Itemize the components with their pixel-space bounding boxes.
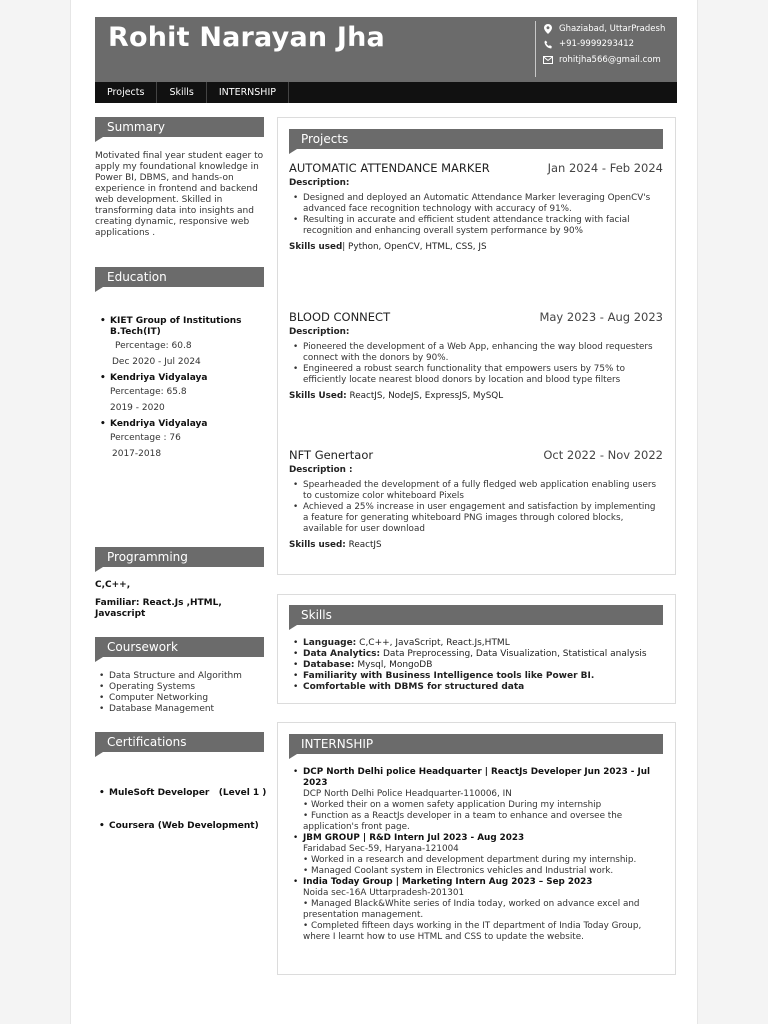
project-title-row: [289, 310, 663, 324]
skill-label: Comfortable with DBMS for structured data: [303, 682, 525, 692]
education-item: [100, 316, 268, 370]
phone-text[interactable]: +91-9999293412: [559, 39, 635, 50]
skill-label: Data Analytics:: [303, 649, 381, 659]
internship-heading: INTERNSHIP: [289, 734, 663, 754]
skill-label: Language:: [303, 638, 357, 648]
internship-title: • JBM GROUP | R&D Intern Jul 2023 - Aug 2023: [303, 833, 525, 843]
skill-item: [289, 638, 669, 649]
internship-line: • Worked in a research and development department during my internship.: [303, 855, 637, 865]
internship-title: • DCP North Delhi police Headquarter | ReactJs Developer Jun 2023 - Jul 2023: [303, 767, 651, 788]
internship-item: [289, 877, 663, 943]
skill-label: Database:: [303, 660, 355, 670]
contact-info: [535, 21, 665, 77]
project-entry: [289, 161, 663, 253]
skill-value: Mysql, MongoDB: [354, 660, 433, 670]
education-heading: Education: [95, 267, 264, 287]
project-name: AUTOMATIC ATTENDANCE MARKER: [289, 161, 490, 175]
programming-languages: C,C++,: [95, 580, 131, 590]
school-name: • KIET Group of Institutions B.Tech(IT): [100, 316, 268, 338]
internship-title: • India Today Group | Marketing Intern Aug 2023 – Sep 2023: [303, 877, 593, 887]
coursework-item: • Operating Systems: [95, 682, 267, 693]
skill-item: [289, 671, 669, 682]
project-skills-label: Skills Used:: [289, 391, 347, 401]
programming-heading: Programming: [95, 547, 264, 567]
project-bullet: • Spearheaded the development of a fully fledged web application enabling users to customize color whiteboard Pixels: [289, 480, 663, 502]
coursework-item: • Data Structure and Algorithm: [95, 671, 267, 682]
coursework-heading: Coursework: [95, 637, 264, 657]
resume-header: [95, 17, 677, 83]
coursework-list: [95, 671, 267, 715]
school-dates: Dec 2020 - Jul 2024: [112, 357, 201, 367]
skill-value: Data Preprocessing, Data Visualization, Statistical analysis: [380, 649, 647, 659]
phone-icon: [542, 40, 554, 49]
project-skills: [289, 391, 663, 402]
location-pin-icon: [542, 24, 554, 34]
mail-icon: [542, 56, 554, 64]
nav-projects[interactable]: Projects: [95, 82, 157, 103]
certifications-heading: Certifications: [95, 732, 264, 752]
skill-item: [289, 660, 669, 671]
project-bullets: [289, 342, 663, 386]
school-name: • Kendriya Vidyalaya: [100, 419, 268, 430]
project-bullet: • Pioneered the development of a Web App, enhancing the way blood requesters connect with the donors by 90%.: [289, 342, 663, 364]
section-nav: [95, 82, 677, 103]
project-skills-label: Skills used: [289, 242, 343, 252]
internship-line: • Managed Coolant system in Electronics vehicles and Industrial work.: [303, 866, 614, 876]
internship-line: • Managed Black&White series of India today, worked on advance excel and presentation management.: [303, 899, 640, 920]
project-bullets: [289, 480, 663, 535]
project-skills-value: ReactJS, NodeJS, ExpressJS, MySQL: [346, 391, 504, 401]
project-title-row: [289, 161, 663, 175]
internship-item: [289, 833, 663, 877]
skills-list: [289, 638, 669, 693]
summary-text: Motivated final year student eager to apply my foundational knowledge in Power BI, DBMS, and hands-on experience in frontend and backend web development. Skilled in transforming data into insights and creating dynamic, responsive web applications .: [95, 151, 264, 238]
project-desc-label: Description:: [289, 327, 350, 337]
skill-value: C,C++, JavaScript, React.Js,HTML: [356, 638, 510, 648]
school-percentage: Percentage : 76: [110, 433, 181, 443]
contact-email: [542, 52, 665, 68]
project-date: Oct 2022 - Nov 2022: [543, 448, 663, 462]
internship-list: [289, 767, 663, 943]
project-title-row: [289, 448, 663, 462]
internship-line: DCP North Delhi Police Headquarter-110006, IN: [303, 789, 512, 799]
project-name: NFT Genertaor: [289, 448, 374, 462]
project-bullet: • Engineered a robust search functionality that empowers users by 75% to efficiently locate nearest blood donors by location and blood type filters: [289, 364, 663, 386]
nav-internship[interactable]: INTERNSHIP: [207, 82, 289, 103]
school-dates: 2019 - 2020: [110, 403, 165, 413]
project-bullet: • Resulting in accurate and efficient student attendance tracking with facial recognition and enhancing overall system performance by 90%: [289, 215, 663, 237]
project-date: Jan 2024 - Feb 2024: [547, 161, 663, 175]
project-skills-value: ReactJS: [345, 540, 382, 550]
coursework-item: • Database Management: [95, 704, 267, 715]
internship-line: Noida sec-16A Uttarpradesh-201301: [303, 888, 465, 898]
programming-familiar: Familiar: React.Js ,HTML, Javascript: [95, 598, 222, 619]
email-link[interactable]: rohitjha566@gmail.com: [559, 54, 661, 65]
candidate-name: Rohit Narayan Jha: [108, 22, 385, 53]
coursework-item: • Computer Networking: [95, 693, 267, 704]
internship-line: • Worked their on a women safety application During my internship: [303, 800, 602, 810]
project-skills-value: | Python, OpenCV, HTML, CSS, JS: [342, 242, 487, 252]
school-percentage: Percentage: 65.8: [110, 387, 187, 397]
skill-item: [289, 682, 669, 693]
nav-skills[interactable]: Skills: [157, 82, 206, 103]
contact-phone: [542, 37, 665, 53]
project-desc-label: Description:: [289, 178, 350, 188]
skills-heading: Skills: [289, 605, 663, 625]
certifications-list: [95, 766, 267, 843]
skill-label: Familiarity with Business Intelligence tools like Power BI.: [303, 671, 595, 681]
project-name: BLOOD CONNECT: [289, 310, 391, 324]
internship-line: • Function as a ReactJs developer in a team to enhance and oversee the application's front page.: [303, 811, 623, 832]
project-entry: [289, 310, 663, 402]
project-skills-label: Skills used:: [289, 540, 346, 550]
project-skills: [289, 540, 663, 551]
projects-heading: Projects: [289, 129, 663, 149]
internship-item: [289, 767, 663, 833]
project-bullet: • Designed and deployed an Automatic Attendance Marker leveraging OpenCV's advanced face recognition technology with accuracy of 91%.: [289, 193, 663, 215]
certification-item: • Coursera (Web Development): [95, 821, 267, 832]
school-name: • Kendriya Vidyalaya: [100, 373, 268, 384]
school-percentage: Percentage: 60.8: [115, 341, 192, 351]
project-skills: [289, 242, 663, 253]
education-item: [100, 373, 268, 416]
project-entry: [289, 448, 663, 551]
project-bullets: [289, 193, 663, 237]
certification-item: • MuleSoft Developer (Level 1 ): [95, 788, 267, 799]
internship-line: • Completed fifteen days working in the IT department of India Today Group, where I learnt how to use HTML and CSS to update the website.: [303, 921, 642, 942]
project-bullet: • Achieved a 25% increase in user engagement and satisfaction by implementing a feature for generating whiteboard PNG images through colored blocks, available for user download: [289, 502, 663, 535]
location-text: Ghaziabad, UttarPradesh: [559, 23, 666, 34]
education-list: [100, 316, 268, 465]
project-date: May 2023 - Aug 2023: [539, 310, 663, 324]
education-item: [100, 419, 268, 462]
skill-item: [289, 649, 669, 660]
summary-heading: Summary: [95, 117, 264, 137]
internship-line: Faridabad Sec-59, Haryana-121004: [303, 844, 459, 854]
contact-location: [542, 21, 665, 37]
school-dates: 2017-2018: [112, 449, 162, 459]
project-desc-label: Description :: [289, 465, 353, 475]
